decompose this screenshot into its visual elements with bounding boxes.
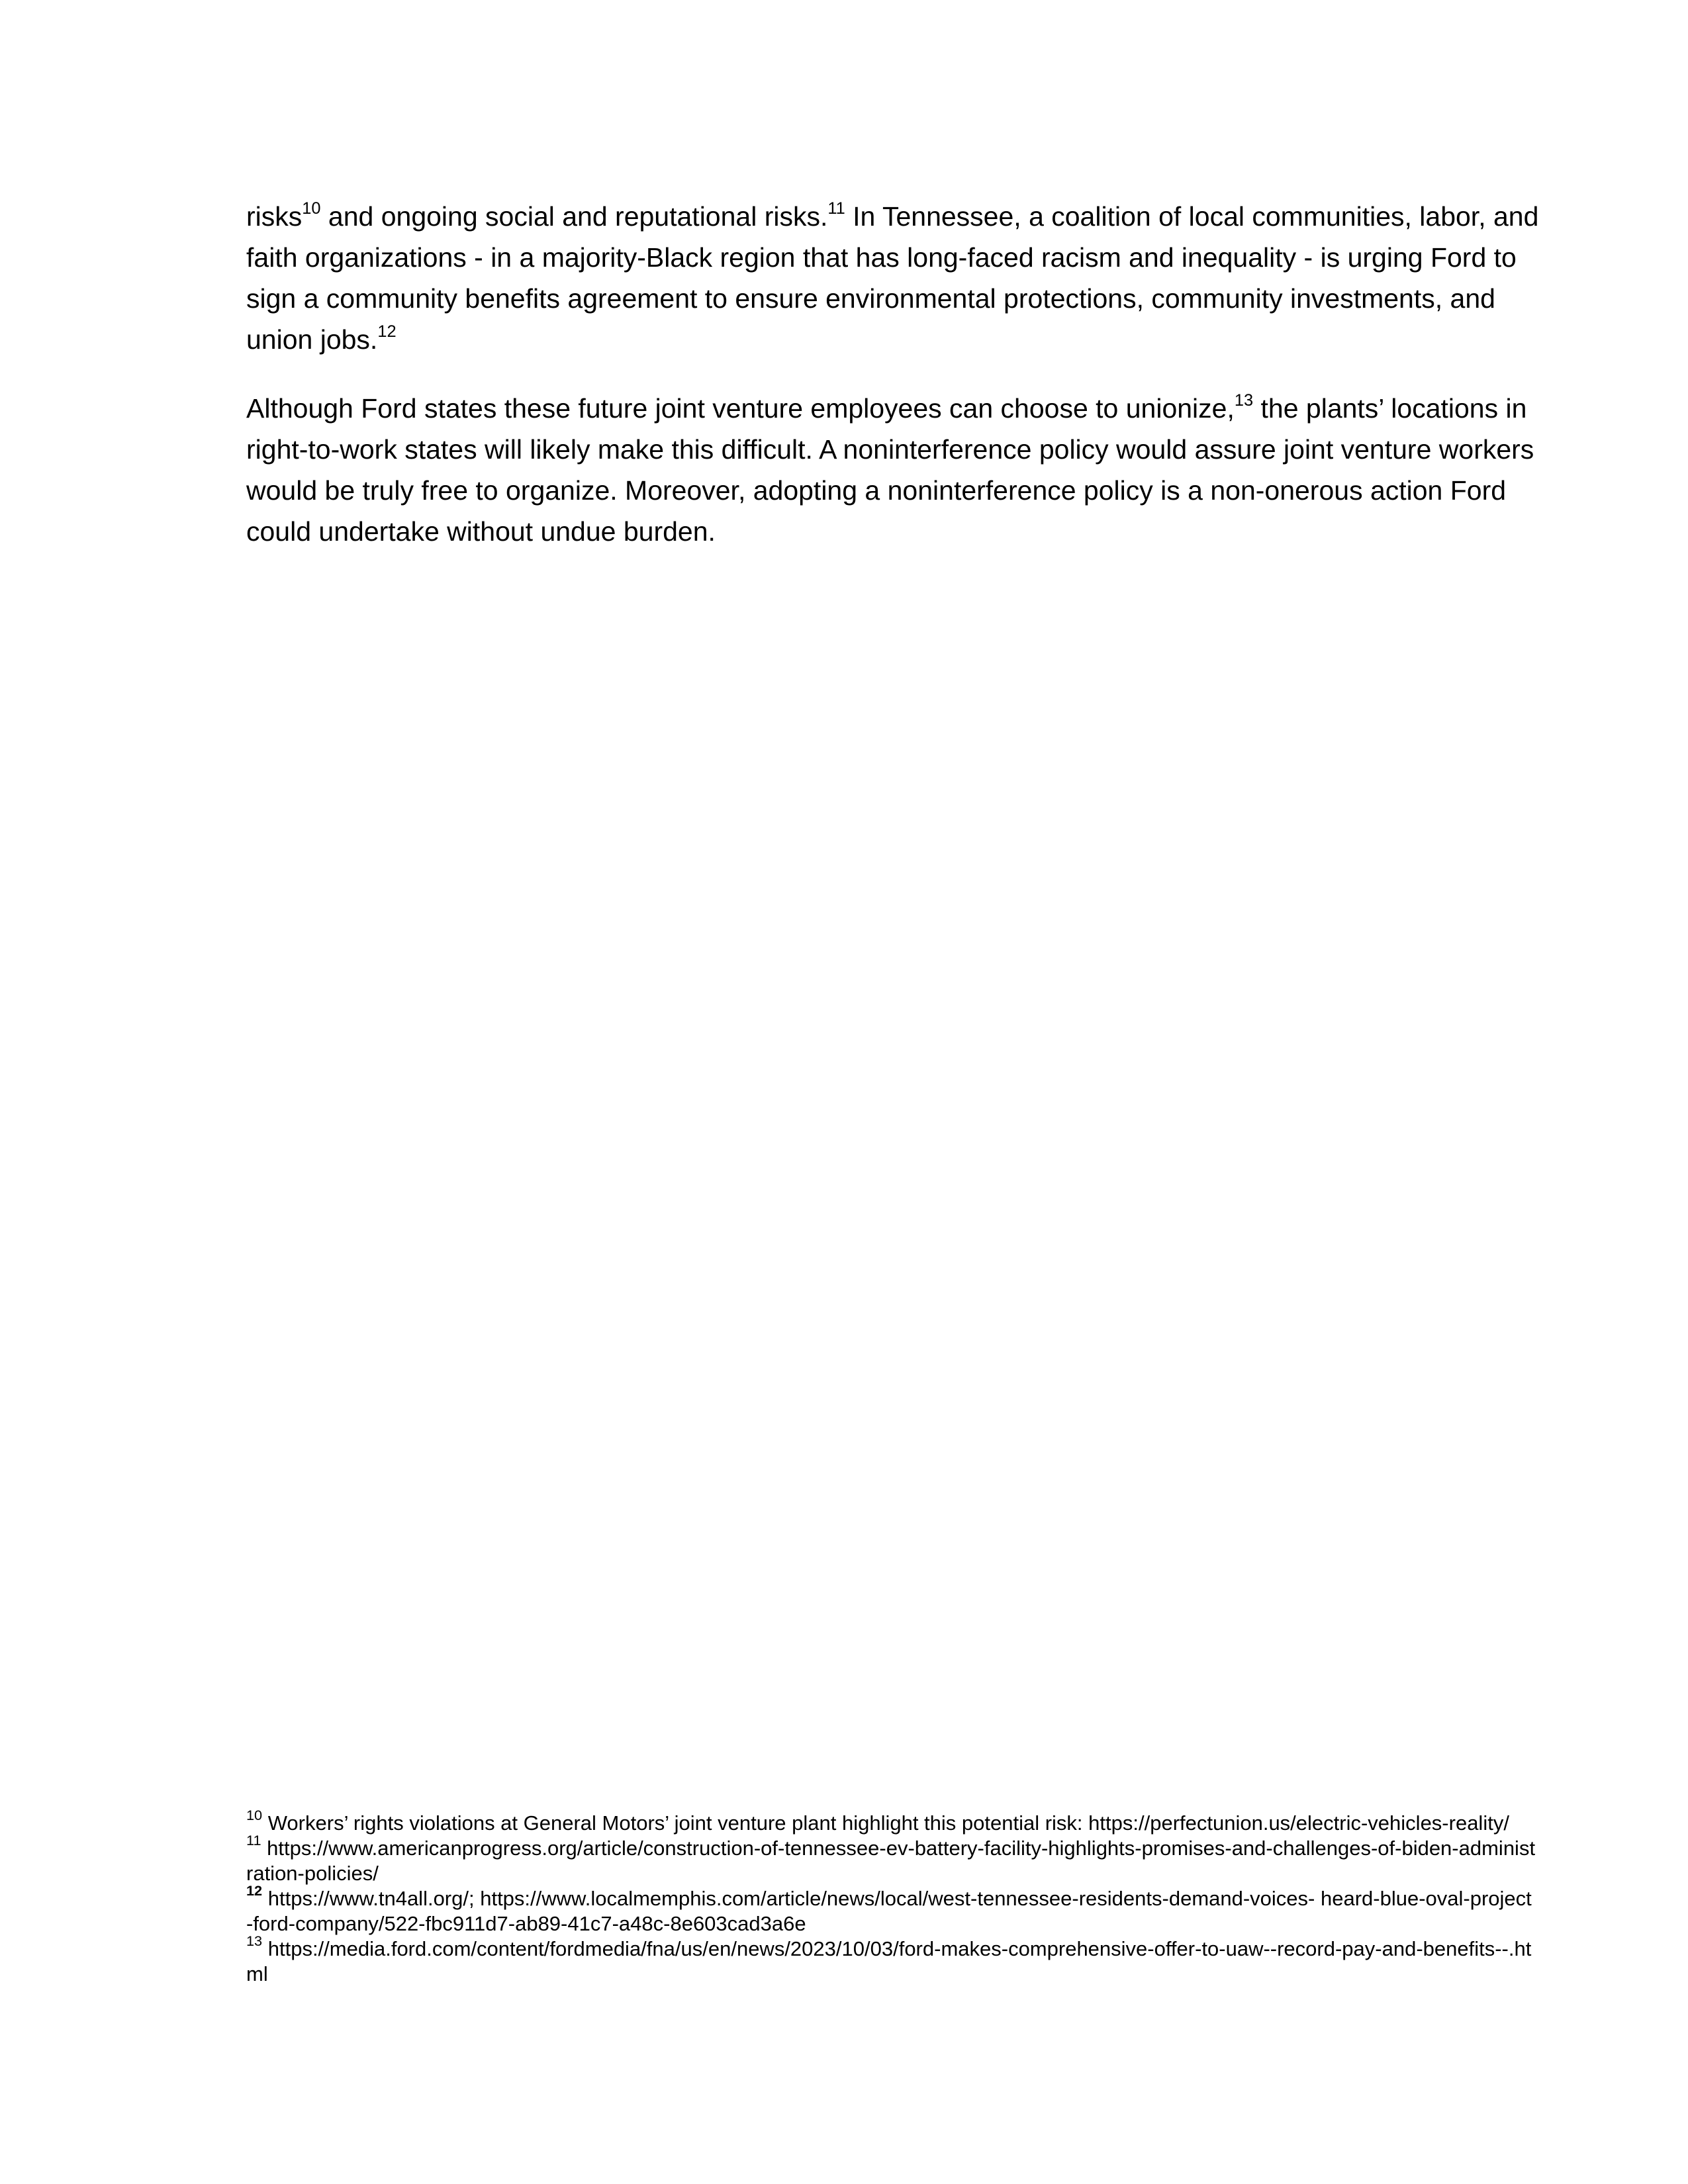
footnote-number: 10 — [246, 1807, 263, 1824]
footnote-13 — [246, 1933, 1537, 1987]
footnote-10 — [246, 1807, 1537, 1836]
paragraph-text: risks — [246, 201, 303, 232]
body-text — [246, 196, 1560, 580]
footnote-text: https://www.americanprogress.org/article/construction-of-tennessee-ev-battery-facility-highlights-promises-and-challenges-of-biden-administration-policies/ — [246, 1837, 1536, 1885]
paragraph-text: the plants’ locations in right-to-work states will likely make this difficult. A noninterference policy would assure joint venture workers would be truly free to organize. Moreover, adopting a noninterference policy is a non-onerous action Ford could undertake without undue burden. — [246, 393, 1534, 547]
footnote-ref-10: 10 — [302, 199, 321, 218]
footnote-ref-13: 13 — [1234, 390, 1254, 410]
footnote-12 — [246, 1882, 1537, 1936]
footnote-11 — [246, 1832, 1537, 1886]
paragraph-text: and ongoing social and reputational risks. — [320, 201, 828, 232]
footnote-number: 12 — [246, 1882, 263, 1899]
footnote-text: https://media.ford.com/content/fordmedia/fna/us/en/news/2023/10/03/ford-makes-comprehensive-offer-to-uaw--record-pay-and-benefits--.html — [246, 1937, 1532, 1985]
paragraph-2 — [246, 388, 1560, 552]
footnote-ref-11: 11 — [827, 199, 845, 218]
footnotes-section — [246, 1807, 1537, 1987]
footnote-text: Workers’ rights violations at General Motors’ joint venture plant highlight this potential risk: https://perfectunion.us/electric-vehicles-reality/ — [262, 1811, 1509, 1835]
paragraph-text: In Tennessee, a coalition of local communities, labor, and faith organizations - in a majority-Black region that has long-faced racism and inequality - is urging Ford to sign a community benefits agreement to ensure environmental protections, community investments, and union jobs. — [246, 201, 1539, 355]
footnote-text: https://www.tn4all.org/; https://www.localmemphis.com/article/news/local/west-tennessee-residents-demand-voices- heard-blue-oval-project-ford-company/522-fbc911d7-ab89-41c7-a48c-8e603cad3a6e — [246, 1887, 1532, 1935]
footnote-number: 13 — [246, 1933, 263, 1950]
paragraph-text: Although Ford states these future joint venture employees can choose to unionize, — [246, 393, 1235, 424]
footnote-number: 11 — [246, 1832, 261, 1849]
paragraph-1 — [246, 196, 1560, 360]
footnote-ref-12: 12 — [377, 322, 397, 341]
